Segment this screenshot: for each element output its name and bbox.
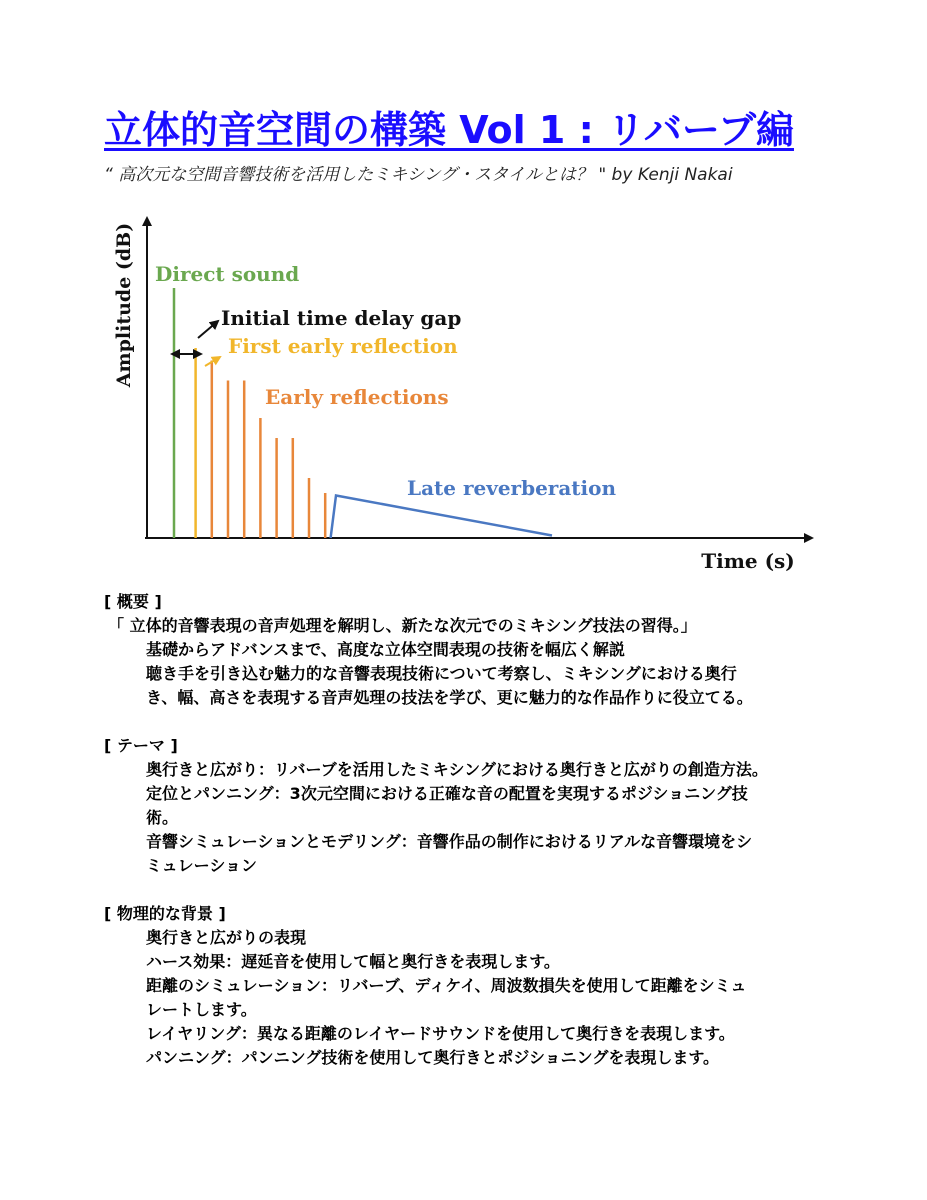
direct-sound-label: Direct sound [155,262,300,286]
gap-label: Initial time delay gap [221,306,462,330]
overview-line: 基礎からアドバンスまで、高度な立体空間表現の技術を幅広く解説 [146,640,625,659]
theme-line: 奥行きと広がり：リバーブを活用したミキシングにおける奥行きと広がりの創造方法。 [146,760,768,779]
x-axis-label: Time (s) [701,549,795,573]
gap-pointer [198,321,218,338]
background-line: レイヤリング：異なる距離のレイヤードサウンドを使用して奥行きを表現します。 [146,1024,735,1043]
reverb-diagram [100,200,820,580]
theme-heading: [ テーマ ] [104,736,178,755]
first-reflection-label: First early reflection [228,334,458,358]
background-line: 距離のシミュレーション：リバーブ、ディケイ、周波数損失を使用して距離をシミュ [146,976,747,995]
theme-line: 定位とパンニング：3次元空間における正確な音の配置を実現するポジショニング技 [146,784,748,803]
theme-line: ミュレーション [146,856,258,875]
overview-section [104,590,824,710]
background-line: パンニング：パンニング技術を使用して奥行きとポジショニングを表現します。 [146,1048,720,1067]
late-reverb-envelope [331,496,552,539]
background-heading: [ 物理的な背景 ] [104,904,226,923]
background-line: レートします。 [146,1000,257,1019]
content-sections [104,590,824,1094]
background-section [104,902,824,1070]
subtitle: “ 高次元な空間音響技術を活用したミキシング・スタイルとは？ " by Kenji Nakai [104,165,733,185]
late-reverb-label: Late reverberation [407,476,617,500]
theme-section [104,734,824,878]
overview-heading: [ 概要 ] [104,592,162,611]
overview-line: き、幅、高さを表現する音声処理の技法を学び、更に魅力的な作品作りに役立てる。 [146,688,753,707]
theme-line: 音響シミュレーションとモデリング：音響作品の制作におけるリアルな音響環境をシ [146,832,753,851]
y-axis-label: Amplitude (dB) [113,222,135,388]
page-title[interactable]: 立体的音空間の構築 Vol 1 : リバーブ編 [104,108,794,152]
early-reflections-label: Early reflections [265,385,449,409]
theme-line: 術。 [146,808,179,827]
overview-quote: 「 立体的音響表現の音声処理を解明し、新たな次元でのミキシング技法の習得。」 [108,616,697,635]
background-line: ハース効果：遅延音を使用して幅と奥行きを表現します。 [146,952,560,971]
overview-line: 聴き手を引き込む魅力的な音響表現技術について考察し、ミキシングにおける奥行 [146,664,737,683]
background-line: 奥行きと広がりの表現 [146,928,307,947]
